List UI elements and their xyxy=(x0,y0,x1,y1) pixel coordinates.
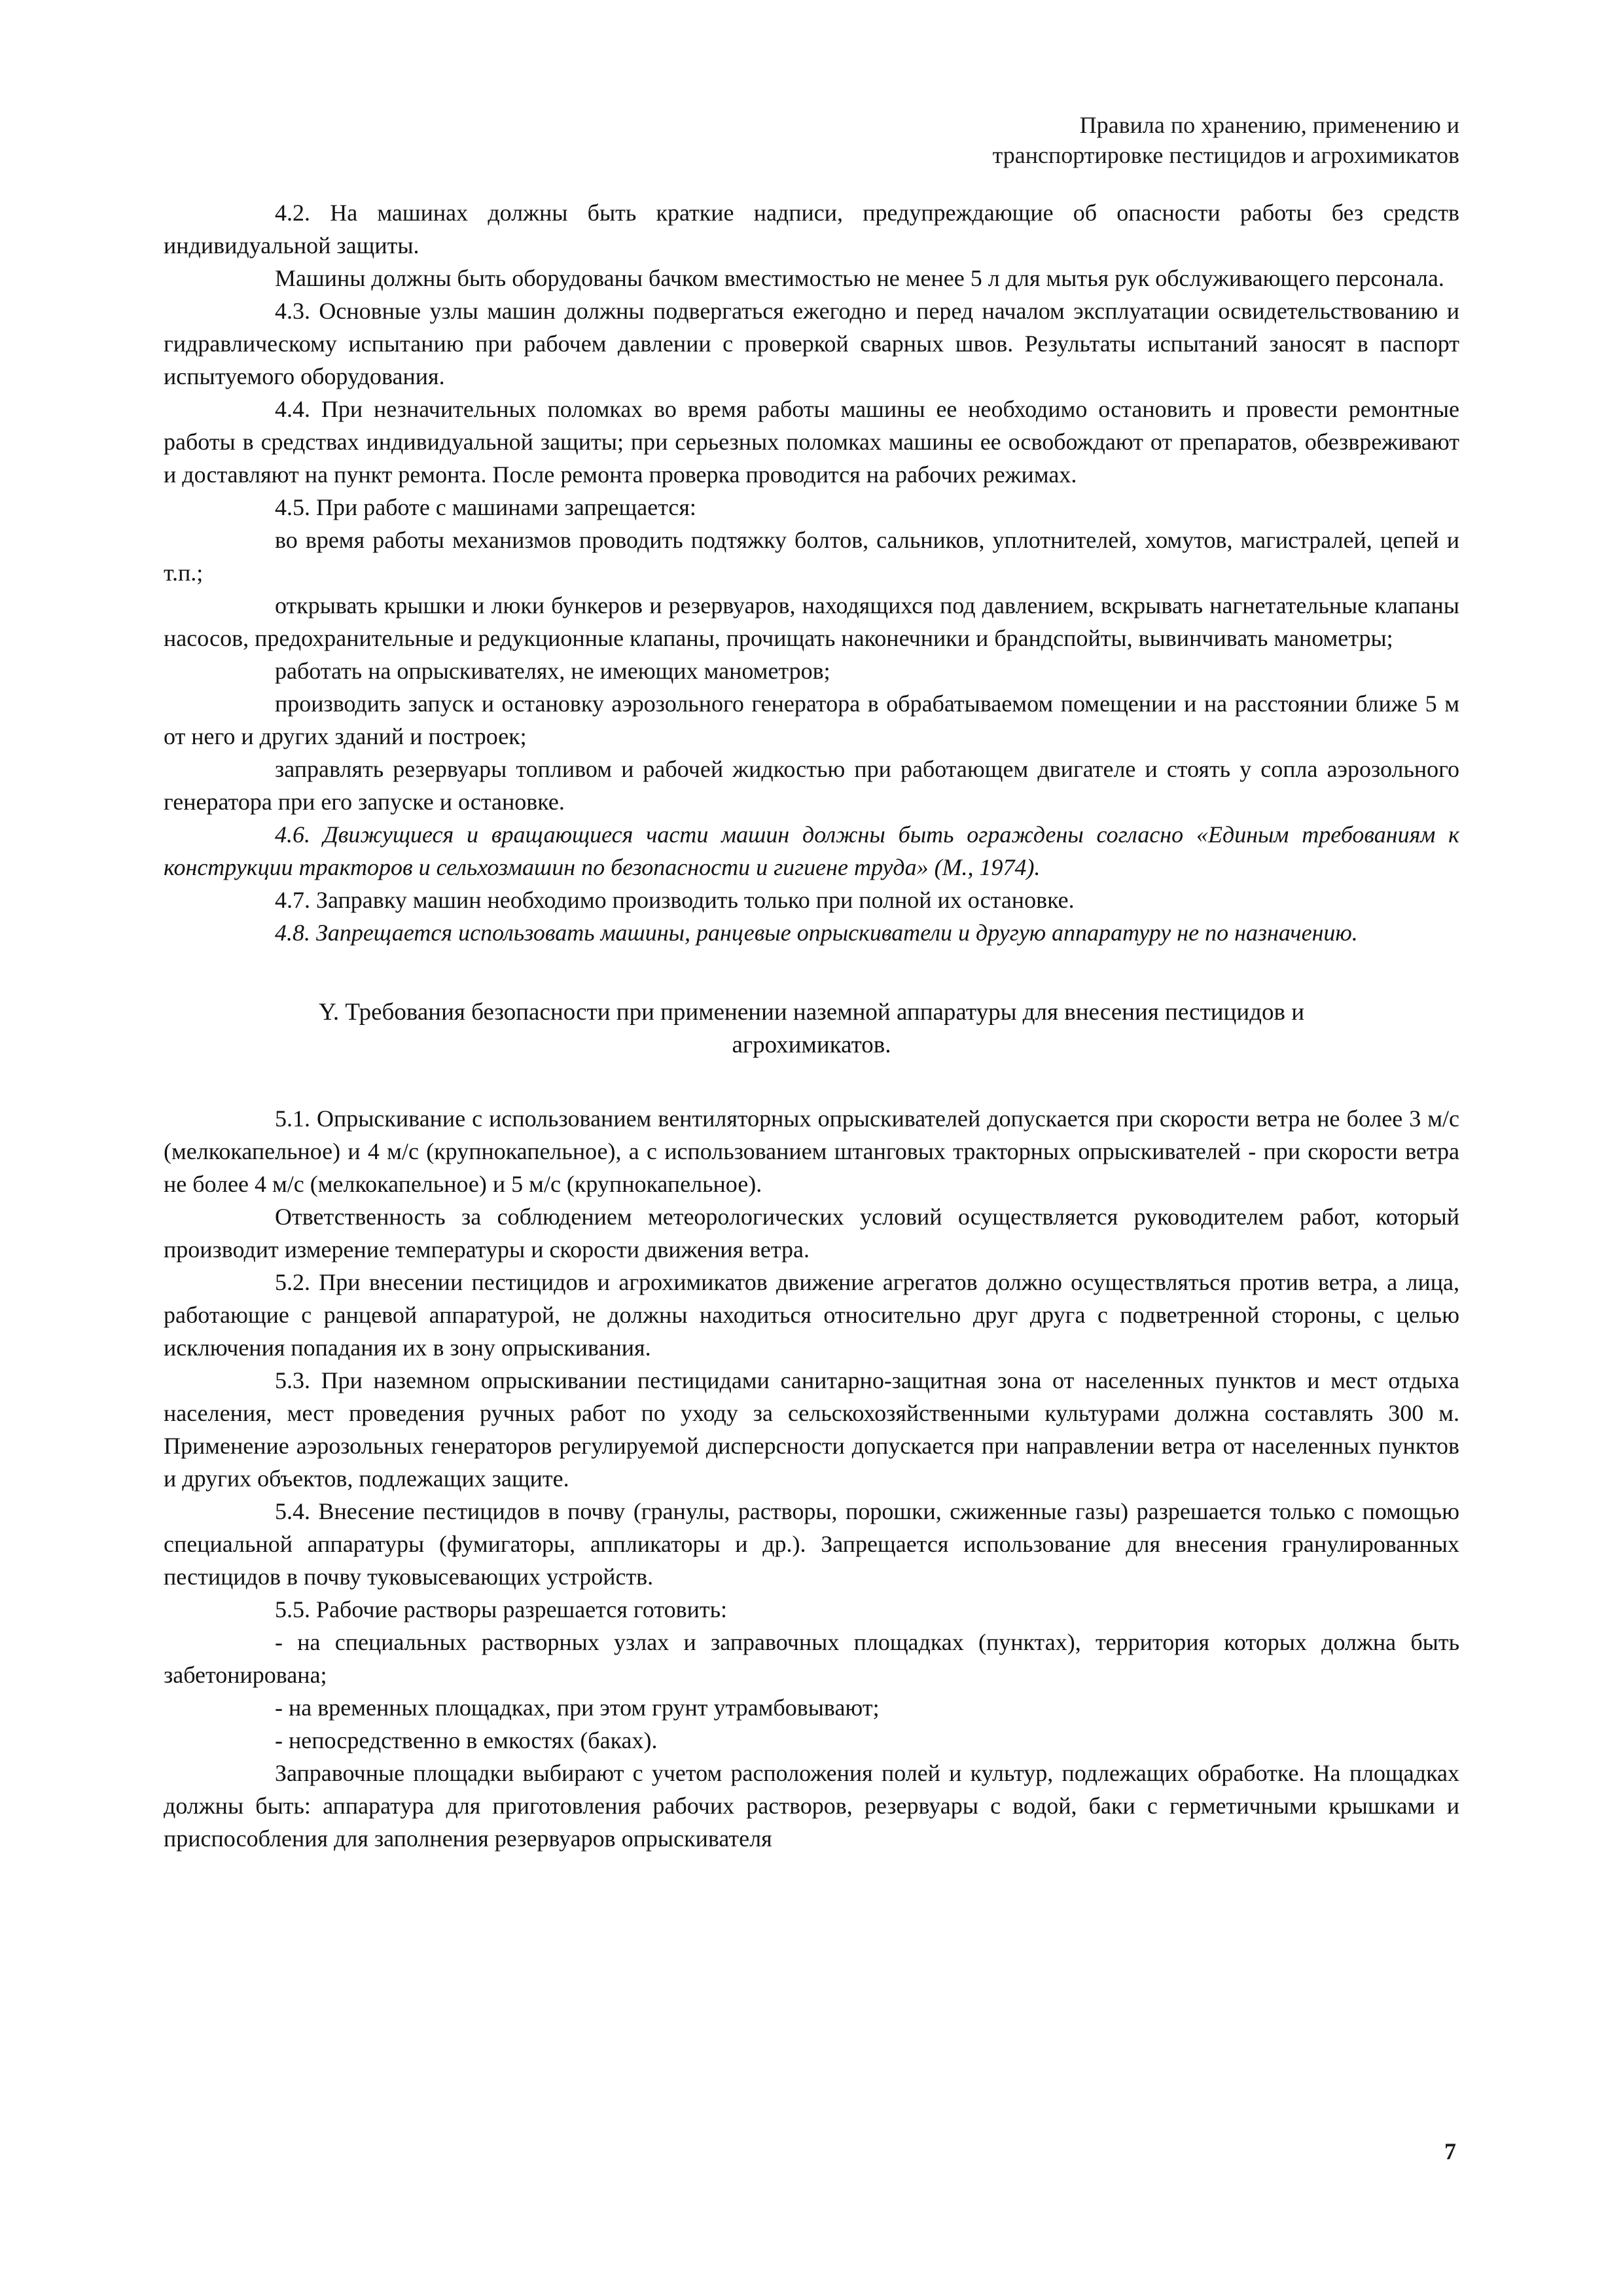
paragraph-4-8: 4.8. Запрещается использовать машины, ранцевые опрыскиватели и другую аппаратуру не по назначению. xyxy=(275,920,1358,946)
header-line-1: Правила по хранению, применению и xyxy=(1079,112,1459,138)
paragraph-5-5: 5.5. Рабочие растворы разрешается готовить: xyxy=(275,1596,727,1623)
section-title: Y. Требования безопасности при применении наземной аппаратуры для внесения пестицидов и агрохимикатов. xyxy=(318,999,1304,1058)
paragraph-4-2: 4.2. На машинах должны быть краткие надписи, предупреждающие об опасности работы без средств индивидуальной защиты. xyxy=(164,200,1459,259)
paragraph-5-2: 5.2. При внесении пестицидов и агрохимикатов движение агрегатов должно осуществляться против ветра, а лица, работающие с ранцевой аппаратурой, не должны находиться относительно друг друга с подветренной стороны, с целью исключения попадания их в зону опрыскивания. xyxy=(164,1269,1459,1361)
prohibition-item: работать на опрыскивателях, не имеющих манометров; xyxy=(275,658,830,684)
running-header xyxy=(740,110,1459,170)
prohibition-item: во время работы механизмов проводить подтяжку болтов, сальников, уплотнителей, хомутов, магистралей, цепей и т.п.; xyxy=(164,527,1459,586)
paragraph-5-5-filling-areas: Заправочные площадки выбирают с учетом расположения полей и культур, подлежащих обработке. На площадках должны быть: аппаратура для приготовления рабочих растворов, резервуары с водой, баки с герметичными крышками и приспособления для заполнения резервуаров опрыскивателя xyxy=(164,1760,1459,1852)
paragraph-5-1: 5.1. Опрыскивание с использованием вентиляторных опрыскивателей допускается при скорости ветра не более 3 м/с (мелкокапельное) и 4 м/с (крупнокапельное), а с использованием штанговых тракторных опрыскивателей - при скорости ветра не более 4 м/с (мелкокапельное) и 5 м/с (крупнокапельное). xyxy=(164,1105,1459,1197)
prohibition-item: заправлять резервуары топливом и рабочей жидкостью при работающем двигателе и стоять у сопла аэрозольного генератора при его запуске и остановке. xyxy=(164,756,1459,815)
page-number: 7 xyxy=(1444,2138,1456,2164)
list-item: - на временных площадках, при этом грунт утрамбовывают; xyxy=(275,1695,880,1721)
paragraph-4-3: 4.3. Основные узлы машин должны подвергаться ежегодно и перед началом эксплуатации освидетельствованию и гидравлическому испытанию при рабочем давлении с проверкой сварных швов. Результаты испытаний заносят в паспорт испытуемого оборудования. xyxy=(164,298,1459,389)
prohibition-item: открывать крышки и люки бункеров и резервуаров, находящихся под давлением, вскрывать нагнетательные клапаны насосов, предохранительные и редукционные клапаны, прочищать наконечники и брандспойты, вывинчивать манометры; xyxy=(164,592,1459,651)
paragraph-5-4: 5.4. Внесение пестицидов в почву (гранулы, растворы, порошки, сжиженные газы) разрешается только с помощью специальной аппаратуры (фумигаторы, аппликаторы и др.). Запрещается использование для внесения гранулированных пестицидов в почву туковысевающих устройств. xyxy=(164,1498,1459,1590)
list-item: - непосредственно в емкостях (баках). xyxy=(275,1727,658,1753)
paragraph-5-1-responsibility: Ответственность за соблюдением метеорологических условий осуществляется руководителем работ, который производит измерение температуры и скорости движения ветра. xyxy=(164,1204,1459,1263)
header-line-2: транспортировке пестицидов и агрохимикатов xyxy=(992,142,1459,168)
list-item: - на специальных растворных узлах и заправочных площадках (пунктах), территория которых должна быть забетонирована; xyxy=(164,1629,1459,1688)
document-body xyxy=(164,196,1459,1855)
prohibition-item: производить запуск и остановку аэрозольного генератора в обрабатываемом помещении и на расстоянии ближе 5 м от него и других зданий и построек; xyxy=(164,691,1459,749)
paragraph-4-6: 4.6. Движущиеся и вращающиеся части машин должны быть ограждены согласно «Единым требованиям к конструкции тракторов и сельхозмашин по безопасности и гигиене труда» (М., 1974). xyxy=(164,821,1459,880)
paragraph-4-2-washbasin: Машины должны быть оборудованы бачком вместимостью не менее 5 л для мытья рук обслуживающего персонала. xyxy=(275,265,1444,291)
paragraph-4-5: 4.5. При работе с машинами запрещается: xyxy=(275,494,696,520)
paragraph-5-3: 5.3. При наземном опрыскивании пестицидами санитарно-защитная зона от населенных пунктов и мест отдыха населения, мест проведения ручных работ по уходу за сельскохозяйственными культурами должна составлять 300 м. Применение аэрозольных генераторов регулируемой дисперсности допускается при направлении ветра от населенных пунктов и других объектов, подлежащих защите. xyxy=(164,1367,1459,1492)
paragraph-4-7: 4.7. Заправку машин необходимо производить только при полной их остановке. xyxy=(275,887,1075,913)
paragraph-4-4: 4.4. При незначительных поломках во время работы машины ее необходимо остановить и провести ремонтные работы в средствах индивидуальной защиты; при серьезных поломках машины ее освобождают от препаратов, обезвреживают и доставляют на пункт ремонта. После ремонта проверка проводится на рабочих режимах. xyxy=(164,396,1459,488)
